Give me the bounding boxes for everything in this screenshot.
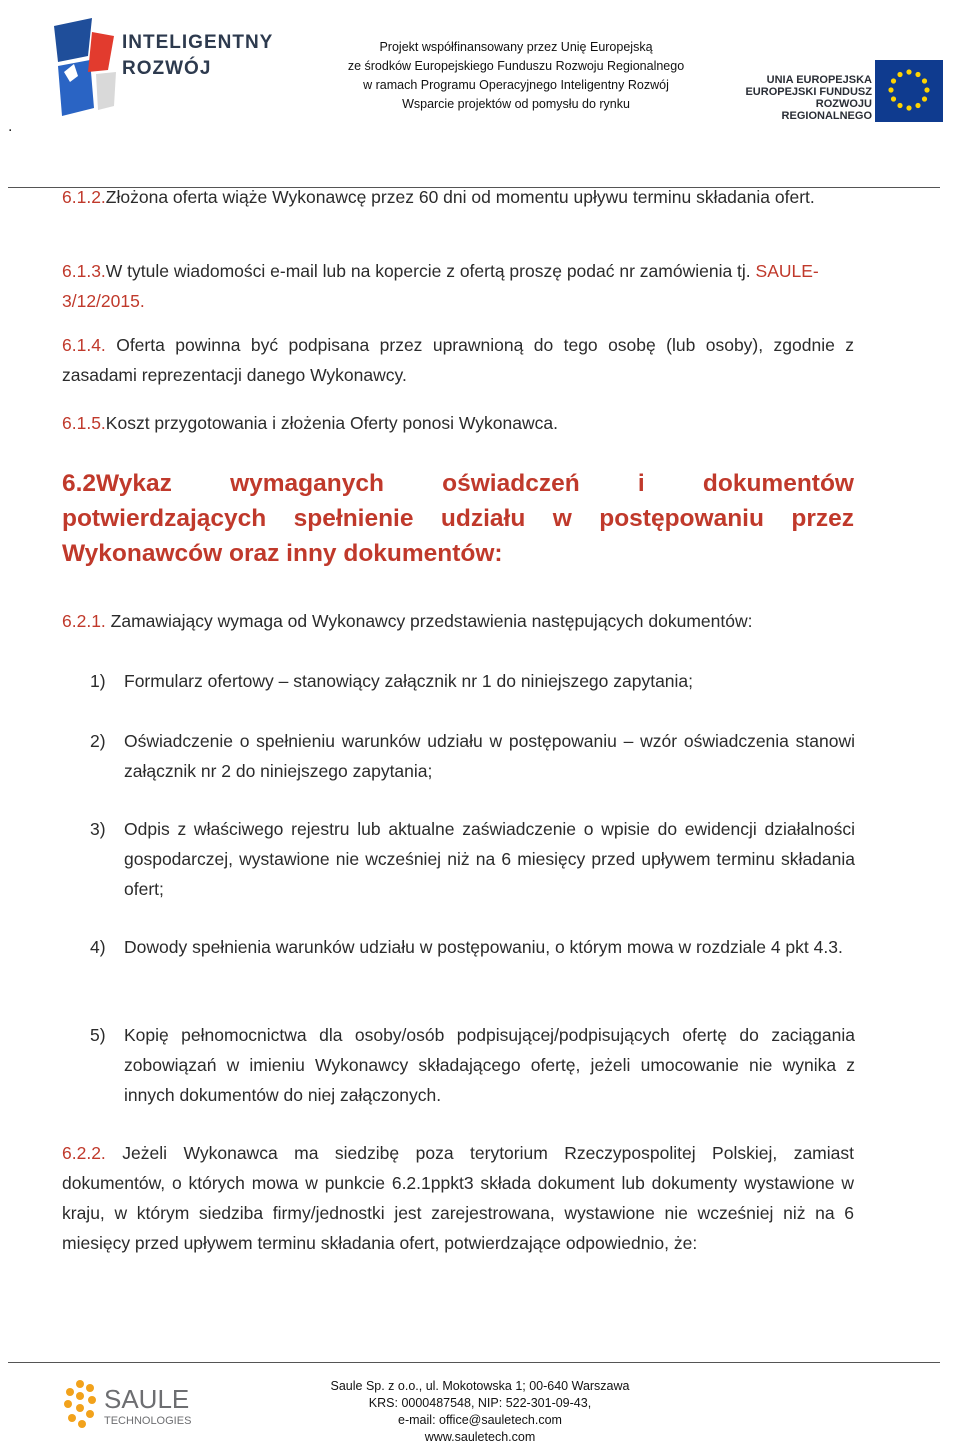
- list-item: [90, 726, 855, 786]
- eu-label-line: UNIA EUROPEJSKA: [766, 74, 872, 86]
- page-marker: .: [8, 118, 13, 135]
- list-item: [90, 932, 855, 962]
- section-text: Jeżeli Wykonawca ma siedzibę poza terytorium Rzeczypospolitej Polskiej, zamiast dokumentów, o których mowa w punkcie 6.2.1ppkt3 składa dokument lub dokumenty wystawione w kraju, w którym siedziba firmy/jednostki jest zarejestrowana, wystawione nie wcześniej niż na 6 miesięcy przed upływem terminu składania ofert, potwierdzające odpowiednio, że:: [62, 1143, 854, 1253]
- header-line: ze środków Europejskiego Funduszu Rozwoju Regionalnego: [347, 59, 685, 73]
- section-number: 6.2.1.: [62, 611, 106, 631]
- heading-line: potwierdzających spełnienie udziału w postępowaniu przez: [62, 505, 854, 532]
- footer-line: e-mail: office@sauletech.com: [398, 1413, 562, 1427]
- list-item-number: 4): [90, 937, 106, 957]
- list-item-text: Kopię pełnomocnictwa dla osoby/osób podpisującej/podpisujących ofertę do zaciągania zobowiązań w imieniu Wykonawcy składającego ofertę, jeżeli umocowanie nie wynika z innych dokumentów do niej załączonych.: [124, 1025, 855, 1105]
- list-item-text: Dowody spełnienia warunków udziału w postępowaniu, o którym mowa w rozdziale 4 pkt 4.3.: [124, 937, 843, 957]
- footer-divider: [8, 1362, 940, 1363]
- section-number: 6.2.2.: [62, 1143, 106, 1163]
- saule-logo-name: SAULE: [104, 1384, 190, 1414]
- section-6-1-2: [62, 182, 854, 212]
- header-line: Wsparcie projektów od pomysłu do rynku: [402, 97, 630, 111]
- footer-line: Saule Sp. z o.o., ul. Mokotowska 1; 00-640 Warszawa: [330, 1379, 630, 1393]
- list-item-number: 3): [90, 819, 106, 839]
- section-text: Zamawiający wymaga od Wykonawcy przedstawienia następujących dokumentów:: [110, 611, 753, 631]
- list-item: [90, 666, 855, 696]
- section-text: W tytule wiadomości e-mail lub na kopercie z ofertą proszę podać nr zamówienia tj.: [105, 261, 751, 281]
- header-line: Projekt współfinansowany przez Unię Europejską: [379, 40, 653, 54]
- section-6-1-4: [62, 330, 854, 390]
- section-number: 6.1.4.: [62, 335, 106, 355]
- section-number: 6.1.5.: [62, 413, 106, 433]
- ir-wordmark-line2: ROZWÓJ: [122, 58, 212, 79]
- header-line: w ramach Programu Operacyjnego Inteligentny Rozwój: [363, 78, 669, 92]
- section-text: Koszt przygotowania i złożenia Oferty ponosi Wykonawca.: [105, 413, 558, 433]
- list-item-text: Oświadczenie o spełnieniu warunków udziału w postępowaniu – wzór oświadczenia stanowi załącznik nr 2 do niniejszego zapytania;: [124, 731, 855, 781]
- order-number-part2: 3/12/2015.: [62, 291, 145, 311]
- section-number: 6.1.2.: [62, 187, 106, 207]
- section-6-2-1: [62, 606, 854, 636]
- ir-wordmark-line1: INTELIGENTNY: [122, 32, 274, 53]
- saule-logo-subtitle: TECHNOLOGIES: [104, 1415, 192, 1427]
- footer-line: KRS: 0000487548, NIP: 522-301-09-43,: [368, 1396, 592, 1410]
- list-item-number: 5): [90, 1025, 106, 1045]
- list-item: [90, 814, 855, 904]
- header-project-info: [330, 38, 702, 114]
- order-number-part1: SAULE-: [755, 261, 819, 281]
- list-item-text: Formularz ofertowy – stanowiący załącznik nr 1 do niniejszego zapytania;: [124, 671, 694, 691]
- list-item-number: 2): [90, 731, 106, 751]
- section-text: Złożona oferta wiąże Wykonawcę przez 60 dni od momentu upływu terminu składania ofert.: [105, 187, 815, 207]
- list-item-text: Odpis z właściwego rejestru lub aktualne zaświadczenie o wpisie do ewidencji działalności gospodarczej, wystawione nie wcześniej niż na 6 miesięcy przed upływem terminu składania ofert;: [124, 819, 855, 899]
- section-number: 6.1.3.: [62, 261, 106, 281]
- list-item-number: 1): [90, 671, 106, 691]
- section-heading-6-2: [62, 466, 854, 571]
- eu-label-line: ROZWOJU REGIONALNEGO: [781, 98, 872, 122]
- eu-fund-label: [736, 74, 872, 122]
- section-6-1-3: [62, 256, 854, 316]
- eu-flag-icon: [875, 60, 943, 122]
- section-text: Oferta powinna być podpisana przez uprawnioną do tego osobę (lub osoby), zgodnie z zasadami reprezentacji danego Wykonawcy.: [62, 335, 854, 385]
- inteligentny-rozwoj-wordmark: [122, 30, 273, 82]
- footer-company-info: [330, 1378, 630, 1446]
- eu-label-line: EUROPEJSKI FUNDUSZ: [745, 86, 872, 98]
- heading-line: Wykonawców oraz inny dokumentów:: [62, 540, 503, 567]
- footer-line: www.sauletech.com: [424, 1430, 536, 1444]
- heading-line: 6.2Wykaz wymaganych oświadczeń i dokumentów: [62, 470, 854, 497]
- list-item: [90, 1020, 855, 1110]
- section-6-1-5: [62, 408, 854, 438]
- section-6-2-2: [62, 1138, 854, 1258]
- saule-technologies-logo: [62, 1376, 212, 1432]
